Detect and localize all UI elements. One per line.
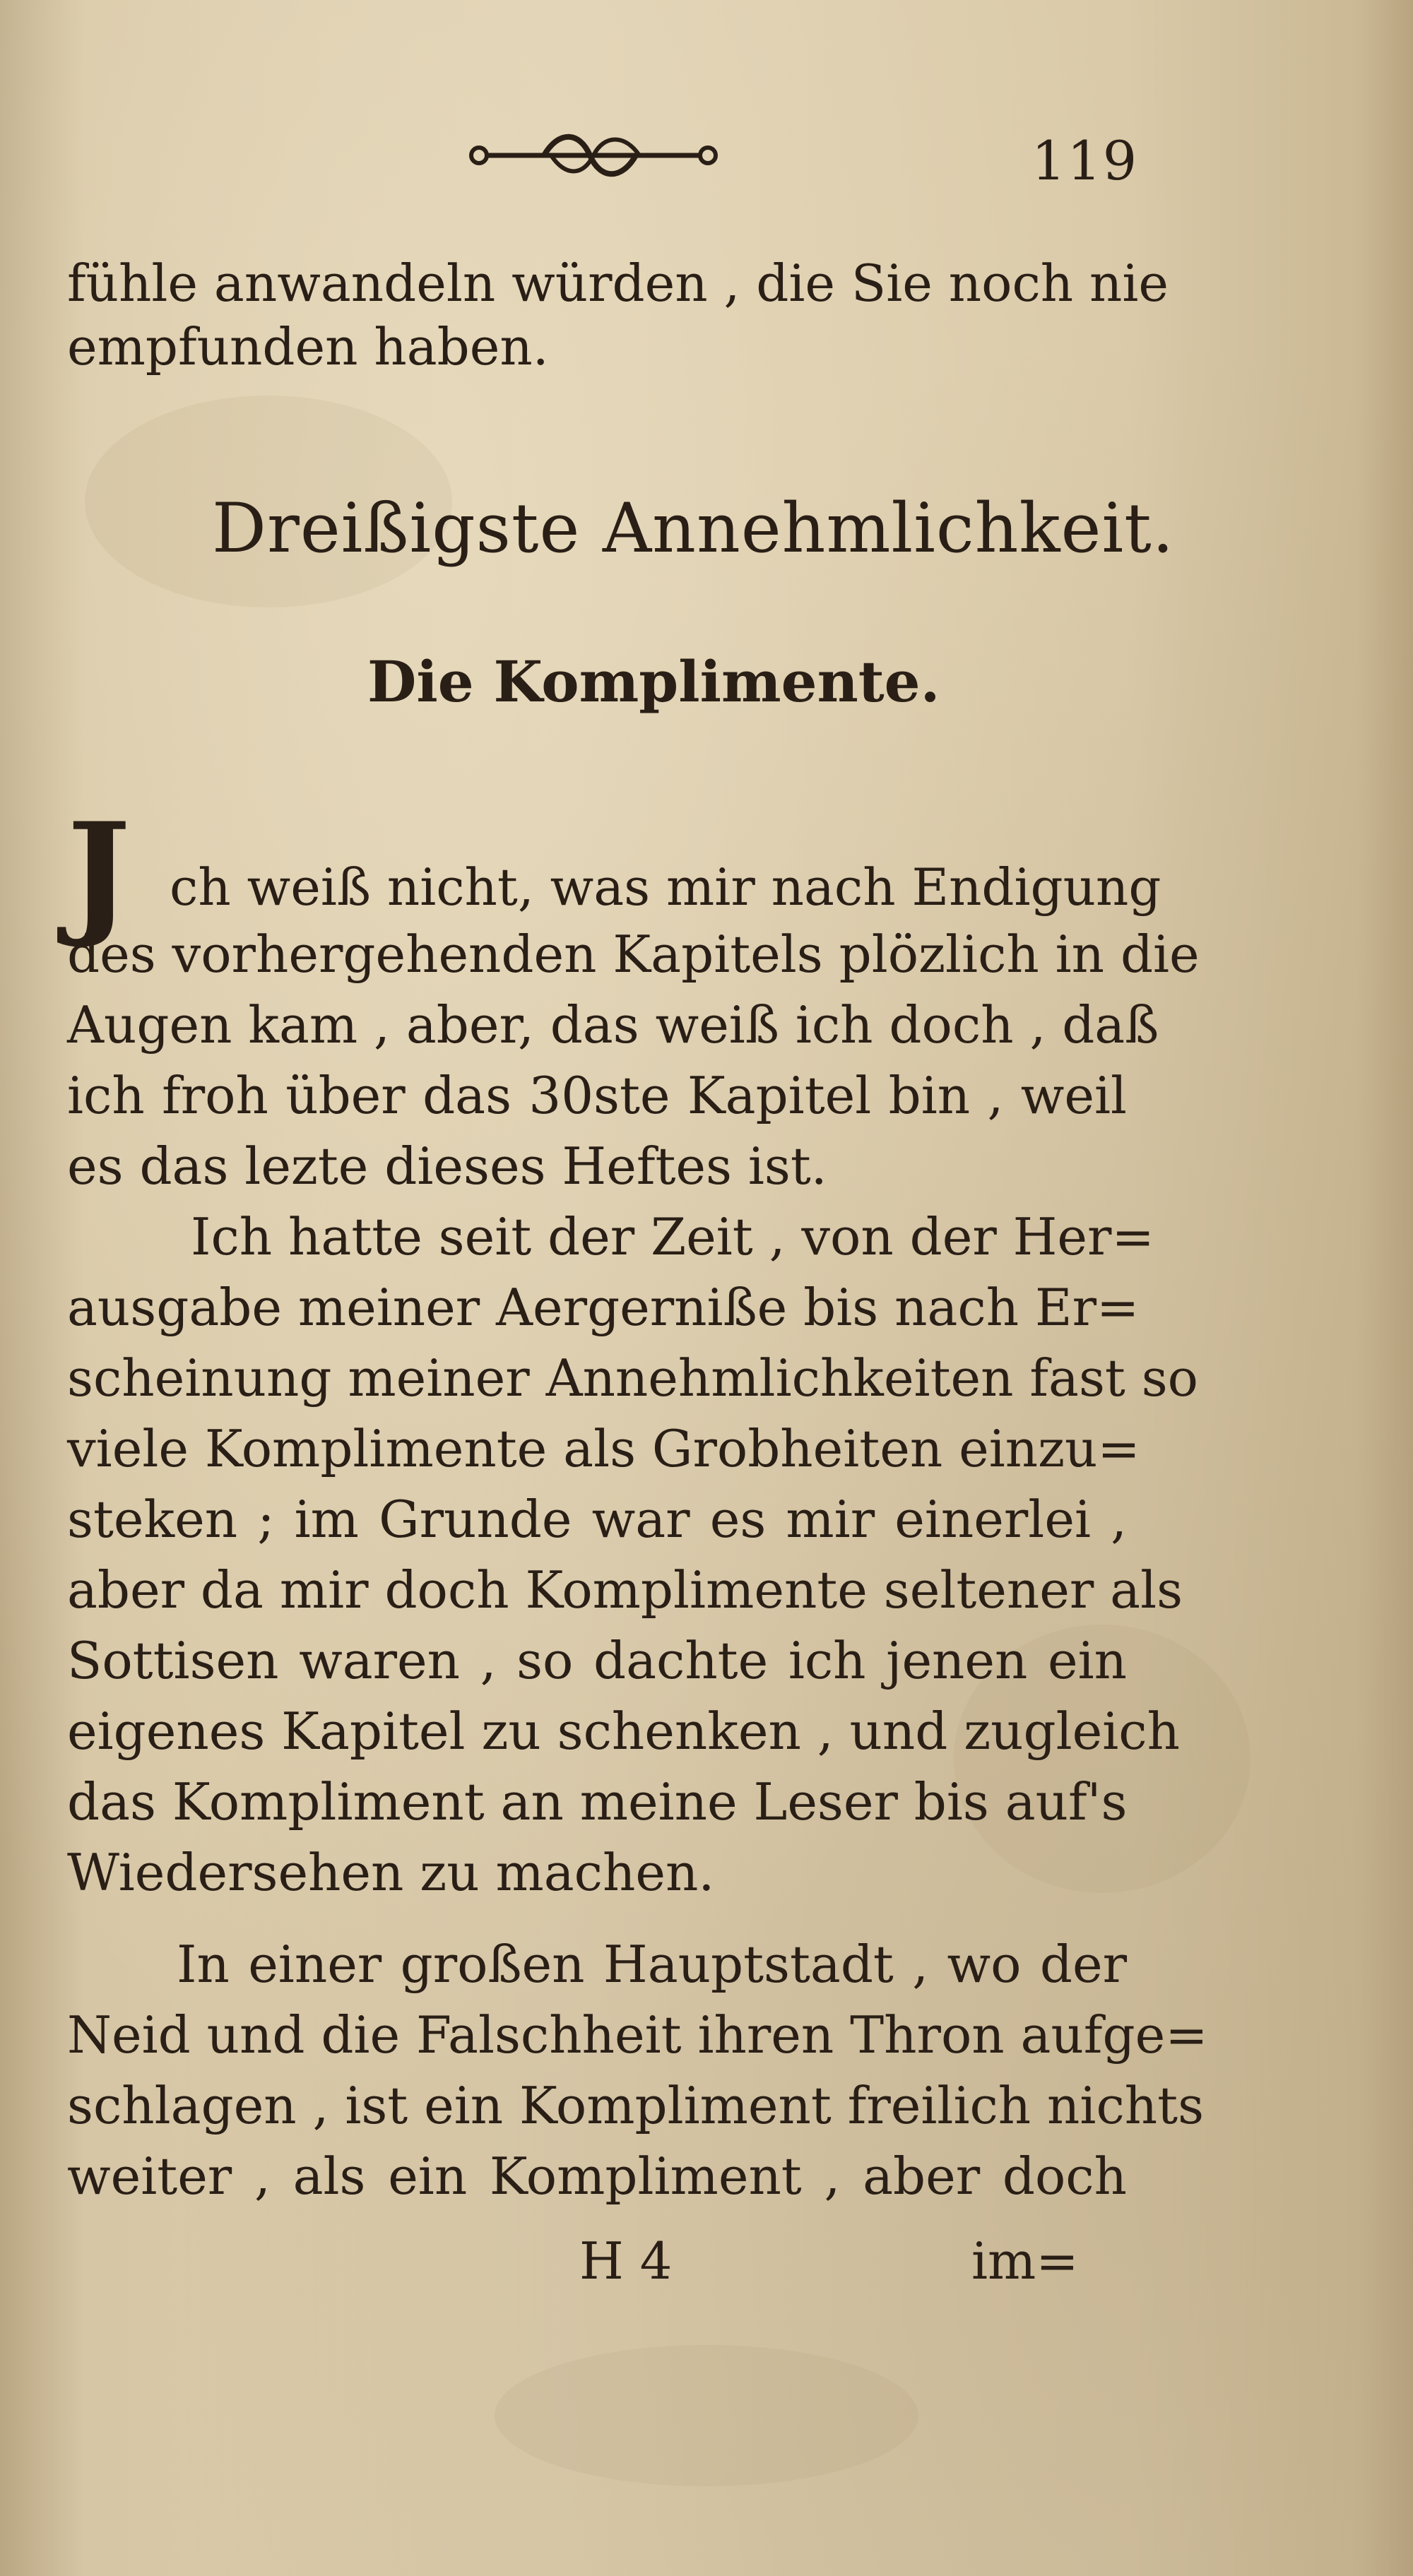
text-line: steken ; im Grunde war es mir einerlei , [67,1490,1127,1549]
text-line: fühle anwandeln würden , die Sie noch nie [67,254,1169,313]
text-line: scheinung meiner Annehmlichkeiten fast so [67,1348,1199,1408]
text-line: das Kompliment an meine Leser bis auf's [67,1772,1128,1832]
text-line: Sottisen waren , so dachte ich jenen ein [67,1631,1127,1690]
text-line: schlagen , ist ein Kompliment freilich nichts [67,2076,1205,2135]
text-line: Ich hatte seit der Zeit , von der Her= [191,1207,1154,1266]
text-line: eigenes Kapitel zu schenken , und zugleich [67,1702,1180,1761]
text-line: empfunden haben. [67,317,549,376]
text-line: viele Komplimente als Grobheiten einzu= [67,1419,1140,1478]
drop-cap: J [67,793,131,951]
text-line: es das lezte dieses Heftes ist. [67,1136,827,1196]
text-line: ch weiß nicht, was mir nach Endigung [170,857,1161,917]
text-line: aber da mir doch Komplimente seltener als [67,1560,1183,1620]
page-header [0,120,1413,205]
catchword: im= [971,2231,1079,2291]
chapter-title: Dreißigste Annehmlichkeit. [212,489,1175,568]
text-line: weiter , als ein Kompliment , aber doch [67,2147,1127,2206]
text-line: Wiedersehen zu machen. [67,1843,715,1902]
text-line: In einer großen Hauptstadt , wo der [177,1935,1127,1994]
text-line: ich froh über das 30ste Kapitel bin , weil [67,1066,1127,1125]
paper-stain [495,2345,918,2486]
page-number: 119 [1031,129,1139,192]
text-line: Augen kam , aber, das weiß ich doch , daß [67,995,1159,1055]
ornament-icon [466,127,721,184]
text-line: Neid und die Falschheit ihren Thron aufge= [67,2005,1208,2065]
signature-mark: H 4 [579,2231,673,2291]
text-line: ausgabe meiner Aergerniße bis nach Er= [67,1278,1140,1337]
chapter-subtitle: Die Komplimente. [367,648,940,715]
paragraph-opening [67,793,1161,951]
text-line: des vorhergehenden Kapitels plözlich in die [67,925,1200,984]
